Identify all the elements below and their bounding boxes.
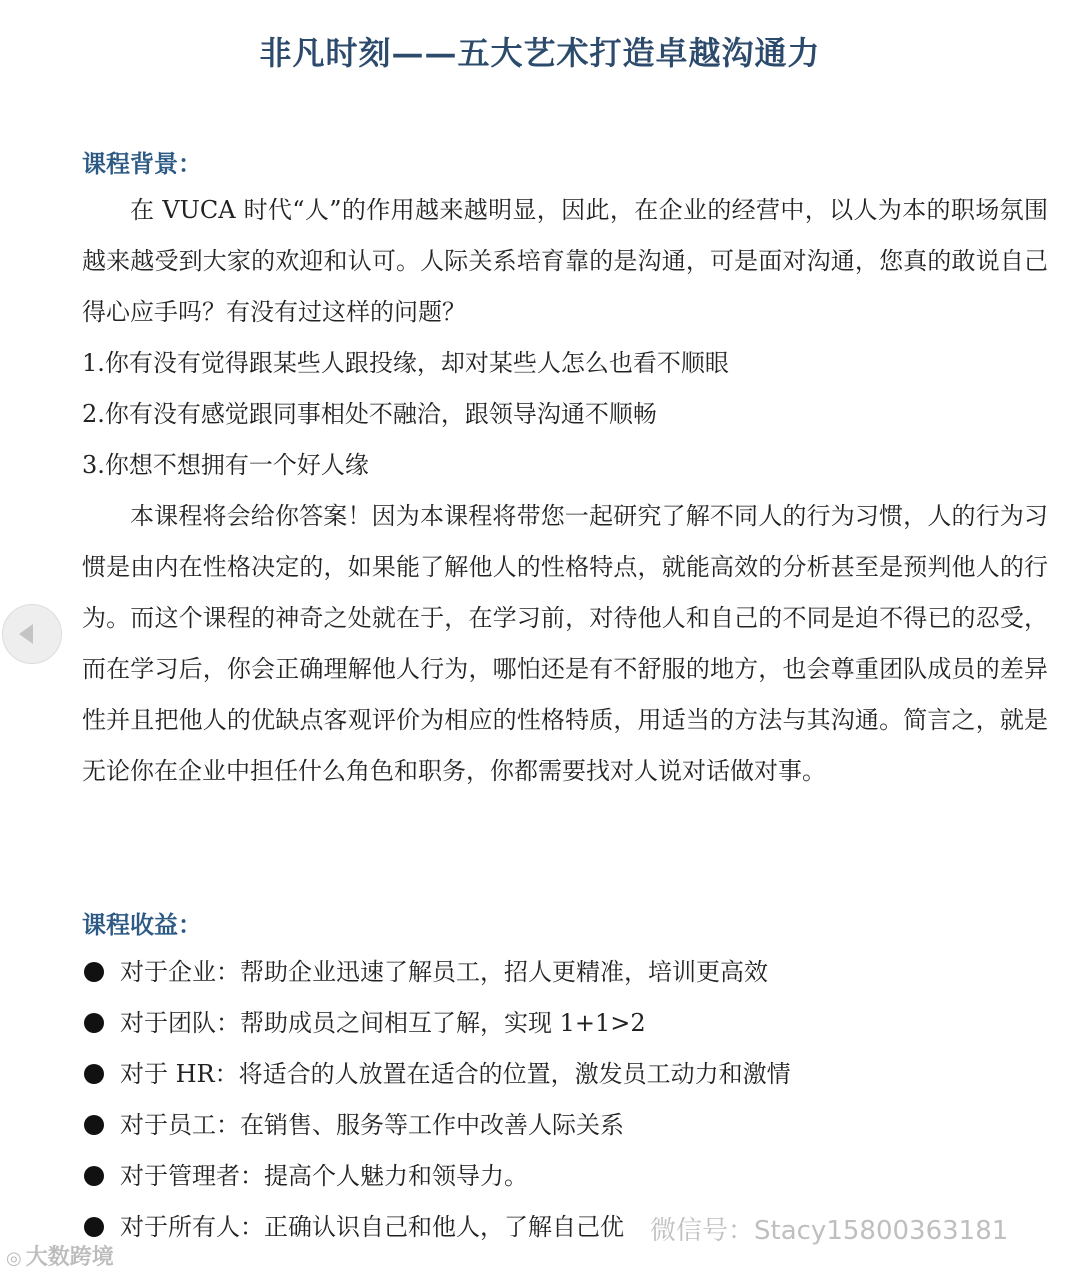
- background-heading: 课程背景：: [82, 149, 202, 178]
- watermark-brand-text: 大数跨境: [25, 1245, 114, 1270]
- background-paragraph-1: 在 VUCA 时代“人”的作用越来越明显，因此，在企业的经营中，以人为本的职场氛围越来越受到大家的欢迎和认可。人际关系培育靠的是沟通，可是面对沟通，您真的敢说自己得心应手吗？有没有过这样的问题？: [82, 196, 1048, 326]
- background-paragraph-2: 本课程将会给你答案！因为本课程将带您一起研究了解不同人的行为习惯，人的行为习惯是由内在性格决定的，如果能了解他人的性格特点，就能高效的分析甚至是预判他人的行为。而这个课程的神奇之处就在于，在学习前，对待他人和自己的不同是迫不得已的忍受，而在学习后，你会正确理解他人行为，哪怕还是有不舒服的地方，也会尊重团队成员的差异性并且把他人的优缺点客观评价为相应的性格特质，用适当的方法与其沟通。简言之，就是无论你在企业中担任什么角色和职务，你都需要找对人说对话做对事。: [82, 502, 1048, 785]
- bullet-icon: [84, 1064, 104, 1084]
- previous-page-button[interactable]: [2, 604, 62, 664]
- bullet-icon: [84, 1013, 104, 1033]
- arrow-left-icon: [19, 624, 33, 644]
- brand-logo-icon: ◎: [6, 1248, 22, 1269]
- bullet-icon: [84, 1115, 104, 1135]
- benefit-item: [82, 998, 1048, 1049]
- benefit-text: 对于员工：在销售、服务等工作中改善人际关系: [120, 1111, 624, 1139]
- watermark-brand: [6, 1240, 114, 1271]
- benefit-item: [82, 947, 1048, 998]
- benefit-text: 对于管理者：提高个人魅力和领导力。: [120, 1162, 528, 1190]
- question-item-3: 3.你想不想拥有一个好人缘: [82, 451, 369, 479]
- benefit-text: 对于企业：帮助企业迅速了解员工，招人更精准，培训更高效: [120, 958, 768, 986]
- bullet-icon: [84, 1217, 104, 1237]
- benefit-text: 对于 HR：将适合的人放置在适合的位置，激发员工动力和激情: [120, 1060, 791, 1088]
- benefit-text: 对于团队：帮助成员之间相互了解，实现 1+1>2: [120, 1009, 646, 1037]
- question-item-2: 2.你有没有感觉跟同事相处不融洽，跟领导沟通不顺畅: [82, 400, 657, 428]
- benefit-item: [82, 1049, 1048, 1100]
- benefit-text: 对于所有人：正确认识自己和他人，了解自己优: [120, 1213, 624, 1241]
- page-title: 非凡时刻——五大艺术打造卓越沟通力: [259, 34, 821, 72]
- bullet-icon: [84, 962, 104, 982]
- bullet-icon: [84, 1166, 104, 1186]
- benefits-heading: 课程收益：: [82, 910, 202, 939]
- benefit-item: [82, 1151, 1048, 1202]
- question-item-1: 1.你有没有觉得跟某些人跟投缘，却对某些人怎么也看不顺眼: [82, 349, 729, 377]
- watermark-wechat: 微信号：Stacy15800363181: [650, 1216, 1009, 1246]
- benefit-item: [82, 1100, 1048, 1151]
